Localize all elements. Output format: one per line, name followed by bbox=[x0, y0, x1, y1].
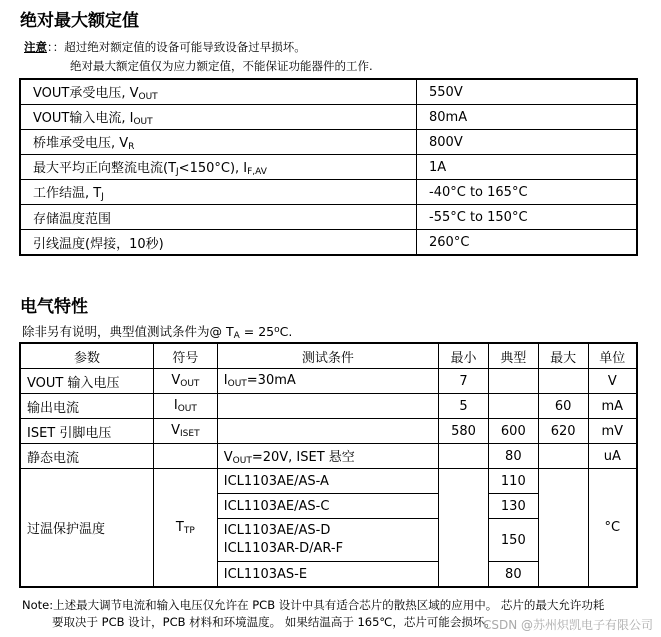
param-cell bbox=[20, 180, 417, 205]
symbol-cell bbox=[153, 469, 217, 588]
cond-sup: o bbox=[274, 325, 280, 335]
table-row bbox=[20, 444, 637, 469]
typ-cell: 150 bbox=[488, 519, 538, 562]
header-symbol: 符号 bbox=[153, 343, 217, 369]
note-label: 注意 bbox=[24, 40, 47, 54]
cond-sub: OUT bbox=[232, 456, 252, 466]
min-cell: 7 bbox=[439, 369, 489, 394]
header-unit: 单位 bbox=[588, 343, 637, 369]
test-condition bbox=[22, 322, 292, 341]
param-text: 引线温度(焊接，10秒) bbox=[33, 236, 164, 252]
typ-cell: 130 bbox=[488, 494, 538, 519]
cond-mid: = 25 bbox=[239, 324, 275, 339]
max-cell bbox=[538, 369, 588, 394]
sym-sub: ISET bbox=[180, 429, 200, 439]
param-cell bbox=[20, 205, 417, 230]
min-cell: 5 bbox=[439, 394, 489, 419]
header-min: 最小 bbox=[439, 343, 489, 369]
typ-cell bbox=[488, 394, 538, 419]
header-max: 最大 bbox=[538, 343, 588, 369]
param-cell bbox=[20, 155, 417, 180]
note-text-1: ：超过绝对额定值的设备可能导致设备过早损坏。 bbox=[52, 40, 306, 54]
param-text: 工作结温, T bbox=[33, 186, 102, 201]
typ-cell: 110 bbox=[488, 469, 538, 494]
param-cell bbox=[20, 79, 417, 105]
unit-cell: mA bbox=[588, 394, 637, 419]
note-line-2: 绝对最大额定值仅为应力额定值，不能保证功能器件的工作. bbox=[70, 59, 373, 73]
condition-cell bbox=[217, 394, 438, 419]
param-cell bbox=[20, 230, 417, 256]
min-cell: 580 bbox=[439, 419, 489, 444]
param-cell: ISET 引脚电压 bbox=[20, 419, 153, 444]
param-cell bbox=[20, 130, 417, 155]
table-row bbox=[20, 394, 637, 419]
min-cell bbox=[439, 469, 489, 588]
cond-tail: =20V, ISET 悬空 bbox=[251, 450, 355, 465]
cond-sub: A bbox=[233, 331, 240, 341]
typ-cell: 80 bbox=[488, 444, 538, 469]
table-row bbox=[20, 230, 637, 256]
table-row bbox=[20, 205, 637, 230]
cond-post: C. bbox=[279, 324, 293, 339]
value-cell: 1A bbox=[417, 155, 638, 180]
cond: V bbox=[223, 450, 233, 465]
elec-table bbox=[19, 342, 638, 588]
note-colon: ： bbox=[47, 40, 53, 54]
condition-cell bbox=[217, 444, 438, 469]
max-cell bbox=[538, 444, 588, 469]
param-sub: J bbox=[176, 167, 179, 177]
note-line-1 bbox=[24, 39, 306, 55]
param-cell: 静态电流 bbox=[20, 444, 153, 469]
condition-cell bbox=[217, 519, 438, 562]
unit-cell: V bbox=[588, 369, 637, 394]
param-text: VOUT输入电流, I bbox=[33, 111, 134, 126]
unit-cell: uA bbox=[588, 444, 637, 469]
param-sub: OUT bbox=[133, 117, 153, 127]
table-row bbox=[20, 419, 637, 444]
param-cell bbox=[20, 105, 417, 130]
typ-cell bbox=[488, 369, 538, 394]
sym: V bbox=[171, 423, 181, 438]
param-cell: VOUT 输入电压 bbox=[20, 369, 153, 394]
param-cell: 输出电流 bbox=[20, 394, 153, 419]
value-cell: 550V bbox=[417, 79, 638, 105]
param-sub: R bbox=[128, 142, 135, 152]
table-row bbox=[20, 469, 637, 494]
condition-cell: ICL1103AE/AS-A bbox=[217, 469, 438, 494]
footnote-line-2: 要取决于 PCB 设计，PCB 材料和环境温度。 如果结温高于 165℃，芯片可能会损坏。 bbox=[52, 615, 496, 629]
table-row bbox=[20, 155, 637, 180]
symbol-cell bbox=[153, 444, 217, 469]
table-row bbox=[20, 105, 637, 130]
param-text: 最大平均正向整流电流(T bbox=[33, 161, 177, 176]
sym-sub: OUT bbox=[177, 404, 197, 414]
sym-sub: OUT bbox=[180, 379, 200, 389]
value-cell: 800V bbox=[417, 130, 638, 155]
header-condition: 测试条件 bbox=[217, 343, 438, 369]
cond-pre: 除非另有说明，典型值测试条件为@ T bbox=[22, 324, 234, 339]
value-cell: -55°C to 150°C bbox=[417, 205, 638, 230]
max-cell: 60 bbox=[538, 394, 588, 419]
table-row bbox=[20, 130, 637, 155]
typ-cell: 600 bbox=[488, 419, 538, 444]
param-text: 桥堆承受电压, V bbox=[33, 136, 129, 151]
param-cell: 过温保护温度 bbox=[20, 469, 153, 588]
abs-max-title: 绝对最大额定值 bbox=[20, 11, 139, 31]
param-sub: OUT bbox=[138, 92, 158, 102]
header-typ: 典型 bbox=[488, 343, 538, 369]
min-cell bbox=[439, 444, 489, 469]
table-row bbox=[20, 180, 637, 205]
unit-cell: °C bbox=[588, 469, 637, 588]
abs-max-table bbox=[19, 78, 638, 256]
max-cell bbox=[538, 469, 588, 588]
max-cell: 620 bbox=[538, 419, 588, 444]
condition-cell bbox=[217, 369, 438, 394]
footnote-line-1: Note:上述最大调节电流和输入电压仅允许在 PCB 设计中具有适合芯片的散热区域的应用中。 芯片的最大允许功耗 bbox=[22, 598, 605, 612]
symbol-cell bbox=[153, 394, 217, 419]
value-cell: -40°C to 165°C bbox=[417, 180, 638, 205]
sym: T bbox=[175, 519, 184, 535]
condition-cell: ICL1103AS-E bbox=[217, 562, 438, 588]
param-sub: J bbox=[101, 192, 104, 202]
sym: V bbox=[171, 373, 181, 388]
cond-line-1: ICL1103AE/AS-D bbox=[223, 523, 331, 538]
table-header-row bbox=[20, 343, 637, 369]
symbol-cell bbox=[153, 369, 217, 394]
param-text: 存储温度范围 bbox=[33, 211, 112, 227]
condition-cell bbox=[217, 419, 438, 444]
table-row bbox=[20, 79, 637, 105]
cond-sub: OUT bbox=[227, 379, 247, 389]
value-cell: 260°C bbox=[417, 230, 638, 256]
cond-line-2: ICL1103AR-D/AR-F bbox=[223, 541, 344, 556]
param-text: VOUT承受电压, V bbox=[33, 86, 139, 101]
sym: I bbox=[173, 398, 178, 413]
header-param: 参数 bbox=[20, 343, 153, 369]
param-tail: <150°C), I bbox=[178, 161, 248, 176]
sym-sub: TP bbox=[183, 525, 195, 536]
watermark: CSDN @苏州炽凯电子有限公司 bbox=[482, 618, 653, 632]
elec-title: 电气特性 bbox=[20, 297, 88, 317]
typ-cell: 80 bbox=[488, 562, 538, 588]
unit-cell: mV bbox=[588, 419, 637, 444]
param-sub2: F,AV bbox=[247, 167, 267, 177]
table-row bbox=[20, 369, 637, 394]
symbol-cell bbox=[153, 419, 217, 444]
value-cell: 80mA bbox=[417, 105, 638, 130]
condition-cell: ICL1103AE/AS-C bbox=[217, 494, 438, 519]
cond-tail: =30mA bbox=[246, 373, 296, 388]
cond: I bbox=[223, 373, 228, 388]
